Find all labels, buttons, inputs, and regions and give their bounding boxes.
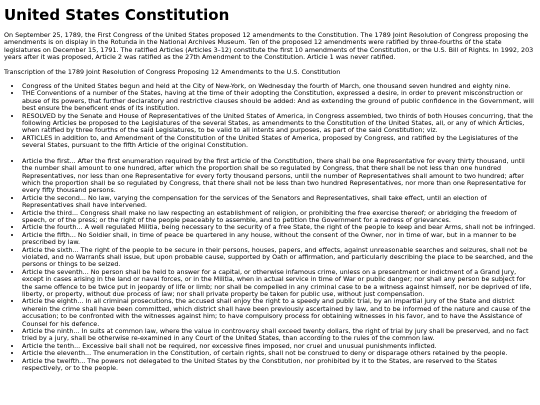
article-item: • Article the tenth... Excessive bail shall not be required, nor excessive fines imposed, nor cruel and unusual punishments inflicted. (22, 343, 536, 350)
preamble-item: • RESOLVED by the Senate and House of Representatives of the United States of America, in Congress assembled, two thirds of both Houses concurring, that the following Articles be proposed to the Legislatures of the several States, as amendments to the Constitution of the United States, all, or any of which Articles, when ratified by three fourths of the said Legislatures, to be valid to all intents and purposes, as part of the said Constitution; viz. (22, 113, 536, 135)
article-item: • Article the eighth... In all criminal prosecutions, the accused shall enjoy the right to a speedy and public trial, by an impartial jury of the State and district wherein the crime shall have been committed, which district shall have been previously ascertained by law, and to be informed of the nature and cause of the accusation; to be confronted with the witnesses against him; to have compulsory process for obtaining witnesses in his favor, and to have the Assistance of Counsel for his defence. (22, 298, 536, 328)
article-item: • Article the second... No law, varying the compensation for the services of the Senators and Representatives, shall take effect, until an election of Representatives shall have intervened. (22, 195, 536, 210)
article-item: • Article the fifth... No Soldier shall, in time of peace be quartered in any house, without the consent of the Owner, nor in time of war, but in a manner to be prescribed by law. (22, 232, 536, 247)
article-item: • Article the first... After the first enumeration required by the first article of the Constitution, there shall be one Representative for every thirty thousand, until the number shall amount to one hundred, after which the proportion shall be so regulated by Congress, that there shall be not less than one hundred Representatives, nor less than one Representative for every forty thousand persons, until the number of Representatives shall amount to two hundred; after which the proportion shall be so regulated by Congress, that there shall not be less than two hundred Representatives, nor more than one Representative for every fifty thousand persons. (22, 158, 536, 195)
preamble-item: • ARTICLES in addition to, and Amendment of the Constitution of the United States of America, proposed by Congress, and ratified by the Legislatures of the several States, pursuant to the fifth Article of the original Constitution. (22, 135, 536, 150)
article-item: • Article the ninth... In suits at common law, where the value in controversy shall exceed twenty dollars, the right of trial by jury shall be preserved, and no fact tried by a jury, shall be otherwise re-examined in any Court of the United States, than according to the rules of the common law. (22, 328, 536, 343)
articles-list (4, 158, 536, 373)
page-title: United States Constitution (4, 6, 230, 24)
transcript-heading: Transcription of the 1789 Joint Resolution of Congress Proposing 12 Amendments to the U.S. Constitution (4, 67, 341, 76)
article-item: • Article the eleventh... The enumeration in the Constitution, of certain rights, shall not be construed to deny or disparage others retained by the people. (22, 350, 536, 357)
article-item: • Article the sixth... The right of the people to be secure in their persons, houses, papers, and effects, against unreasonable searches and seizures, shall not be violated, and no Warrants shall issue, but upon probable cause, supported by Oath or affirmation, and particularly describing the place to be searched, and the persons or things to be seized. (22, 247, 536, 269)
article-item: • Article the third... Congress shall make no law respecting an establishment of religion, or prohibiting the free exercise thereof; or abridging the freedom of speech, or of the press; or the right of the people peaceably to assemble, and to petition the Government for a redress of grievances. (22, 210, 536, 225)
article-item: • Article the seventh... No person shall be held to answer for a capital, or otherwise infamous crime, unless on a presentment or indictment of a Grand Jury, except in cases arising in the land or naval forces, or in the Militia, when in actual service in time of War or public danger; nor shall any person be subject for the same offence to be twice put in jeopardy of life or limb; nor shall be compelled in any criminal case to be a witness against himself, nor be deprived of life, liberty, or property, without due process of law; nor shall private property be taken for public use, without just compensation. (22, 269, 536, 299)
intro-paragraph: On September 25, 1789, the First Congress of the United States proposed 12 amendments to the Constitution. The 1789 Joint Resolution of Congress proposing the amendments is on display in the Rotunda in the National Archives Museum. Ten of the proposed 12 amendments were ratified by three-fourths of the state legislatures on December 15, 1791. The ratified Articles (Articles 3–12) constitute the first 10 amendments of the Constitution, or the U.S. Bill of Rights. In 1992, 203 years after it was proposed, Article 2 was ratified as the 27th Amendment to the Constitution. Article 1 was never ratified. (4, 31, 534, 62)
article-item: • Article the twelfth... The powers not delegated to the United States by the Constitution, nor prohibited by it to the States, are reserved to the States respectively, or to the people. (22, 358, 536, 373)
preamble-item: • THE Conventions of a number of the States, having at the time of their adopting the Constitution, expressed a desire, in order to prevent misconstruction or abuse of its powers, that further declaratory and restrictive clauses should be added: And as extending the ground of public confidence in the Government, will best ensure the beneficent ends of its institution. (22, 90, 536, 112)
article-item: • Article the fourth... A well regulated Militia, being necessary to the security of a free State, the right of the people to keep and bear Arms, shall not be infringed. (22, 224, 536, 231)
preamble-list (4, 83, 536, 150)
preamble-item: • Congress of the United States begun and held at the City of New-York, on Wednesday the fourth of March, one thousand seven hundred and eighty nine. (22, 83, 536, 90)
